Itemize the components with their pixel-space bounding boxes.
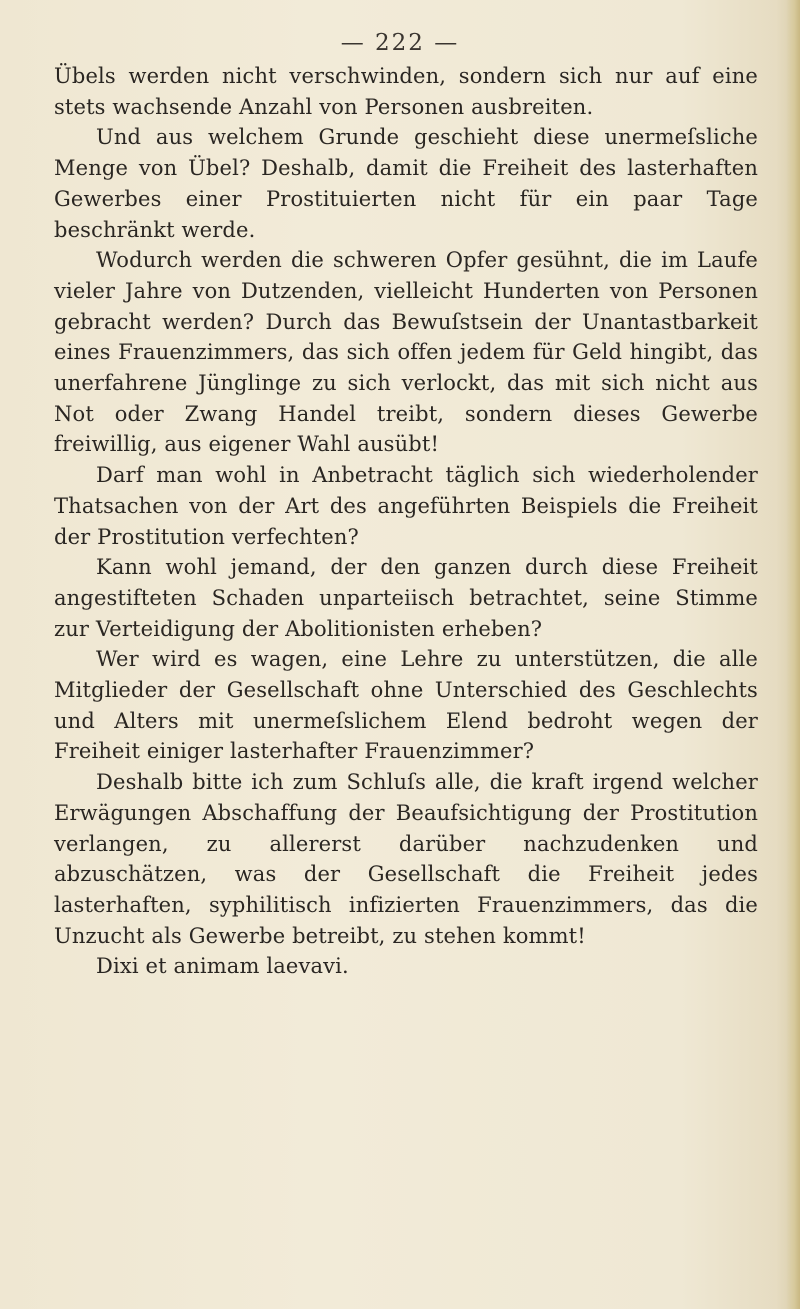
page-number: — 222 — (340, 30, 460, 56)
paragraph-continuation: Übels werden nicht verschwinden, sondern sich nur auf eine stets wachsende Anzahl von Personen ausbreiten. (54, 64, 758, 119)
closing-line: Dixi et animam laevavi. (96, 954, 349, 979)
paragraph: Darf man wohl in Anbetracht täglich sich wiederholender Thatsachen von der Art des angeführten Beispiels die Freiheit der Prostitution verfechten? (54, 463, 758, 549)
body-text (54, 61, 758, 982)
paragraph: Deshalb bitte ich zum Schluſs alle, die kraft irgend welcher Erwägungen Abschaffung der Beaufsichtigung der Prostitution verlangen, zu allererst darüber nachzudenken und abzuschätzen, was der Gesellschaft die Freiheit jedes lasterhaften, syphilitisch infizierten Frauenzimmers, das die Unzucht als Gewerbe betreibt, zu stehen kommt! (54, 770, 758, 948)
paragraph: Wodurch werden die schweren Opfer gesühnt, die im Laufe vieler Jahre von Dutzenden, vielleicht Hunderten von Personen gebracht werden? Durch das Bewuſstsein der Unantastbarkeit eines Frauenzimmers, das sich offen jedem für Geld hingibt, das unerfahrene Jünglinge zu sich verlockt, das mit sich nicht aus Not oder Zwang Handel treibt, sondern dieses Gewerbe freiwillig, aus eigener Wahl ausübt! (54, 248, 758, 457)
paragraph: Wer wird es wagen, eine Lehre zu unterstützen, die alle Mitglieder der Gesellschaft ohne Unterschied des Geschlechts und Alters mit unermeſslichem Elend bedroht wegen der Freiheit einiger lasterhafter Frauenzimmer? (54, 647, 758, 764)
paragraph: Kann wohl jemand, der den ganzen durch diese Freiheit angestifteten Schaden unparteiisch betrachtet, seine Stimme zur Verteidigung der Abolitionisten erheben? (54, 555, 758, 641)
paragraph: Und aus welchem Grunde geschieht diese unermeſsliche Menge von Übel? Deshalb, damit die Freiheit des lasterhaften Gewerbes einer Prostituierten nicht für ein paar Tage beschränkt werde. (54, 125, 758, 242)
page-edge-shading (786, 0, 800, 1309)
